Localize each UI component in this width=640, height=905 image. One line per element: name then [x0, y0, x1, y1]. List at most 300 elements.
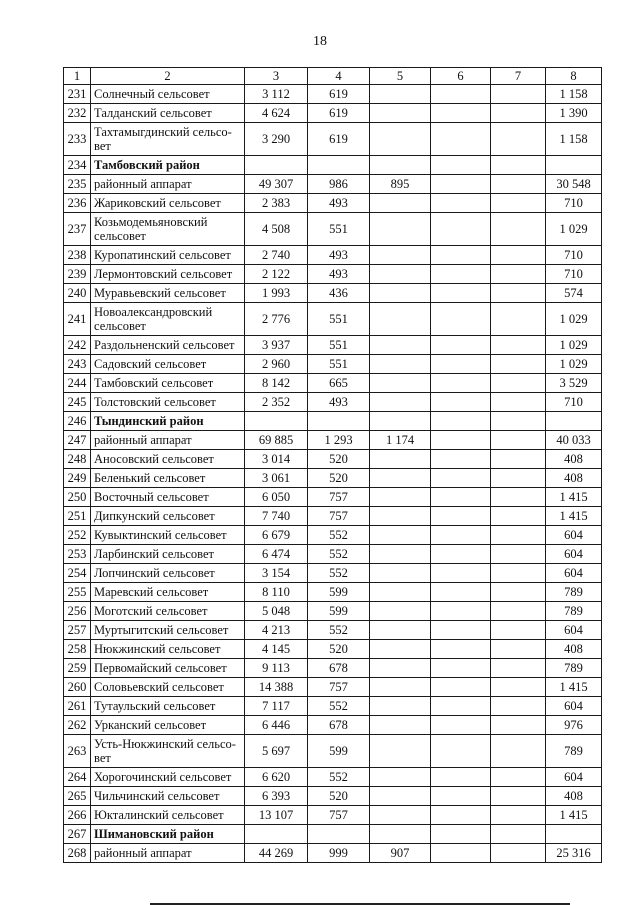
table-row — [64, 175, 602, 194]
column-8-cell — [546, 825, 602, 844]
column-7-cell — [491, 844, 546, 863]
column-6-cell — [431, 469, 491, 488]
table-row — [64, 431, 602, 450]
column-7-cell — [491, 194, 546, 213]
row-number-cell: 242 — [64, 336, 91, 355]
column-4-cell: 520 — [308, 469, 370, 488]
column-7-cell — [491, 545, 546, 564]
column-5-cell — [370, 393, 431, 412]
name-cell: Козьмодемьяновский сельсовет — [91, 213, 245, 246]
table-row — [64, 602, 602, 621]
row-number-cell: 237 — [64, 213, 91, 246]
column-7-cell — [491, 355, 546, 374]
name-cell: Чильчинский сельсовет — [91, 787, 245, 806]
column-3-cell: 3 937 — [245, 336, 308, 355]
column-7-cell — [491, 450, 546, 469]
column-6-cell — [431, 507, 491, 526]
column-3-cell: 4 624 — [245, 104, 308, 123]
column-6-cell — [431, 412, 491, 431]
column-6-cell — [431, 303, 491, 336]
column-header: 7 — [491, 68, 546, 85]
table-row — [64, 123, 602, 156]
column-6-cell — [431, 194, 491, 213]
table-row — [64, 844, 602, 863]
column-4-cell: 986 — [308, 175, 370, 194]
name-cell: Беленький сельсовет — [91, 469, 245, 488]
column-8-cell: 1 029 — [546, 336, 602, 355]
column-4-cell: 599 — [308, 602, 370, 621]
column-5-cell — [370, 640, 431, 659]
row-number-cell: 255 — [64, 583, 91, 602]
column-4-cell: 493 — [308, 265, 370, 284]
name-cell: Жариковский сельсовет — [91, 194, 245, 213]
column-5-cell — [370, 825, 431, 844]
column-3-cell: 2 960 — [245, 355, 308, 374]
name-cell: Лопчинский сельсовет — [91, 564, 245, 583]
column-8-cell: 604 — [546, 526, 602, 545]
row-number-cell: 239 — [64, 265, 91, 284]
column-7-cell — [491, 488, 546, 507]
column-8-cell: 408 — [546, 469, 602, 488]
column-8-cell: 1 029 — [546, 355, 602, 374]
table-row — [64, 735, 602, 768]
column-5-cell — [370, 768, 431, 787]
table-row — [64, 374, 602, 393]
column-7-cell — [491, 246, 546, 265]
table-header-row — [64, 68, 602, 85]
column-3-cell: 4 213 — [245, 621, 308, 640]
column-3-cell: 8 142 — [245, 374, 308, 393]
column-6-cell — [431, 265, 491, 284]
column-5-cell — [370, 265, 431, 284]
column-header: 4 — [308, 68, 370, 85]
name-cell: Тамбовский район — [91, 156, 245, 175]
column-5-cell — [370, 412, 431, 431]
table-row — [64, 507, 602, 526]
column-6-cell — [431, 85, 491, 104]
column-6-cell — [431, 787, 491, 806]
column-3-cell: 7 740 — [245, 507, 308, 526]
column-5-cell — [370, 355, 431, 374]
column-7-cell — [491, 787, 546, 806]
name-cell: Ларбинский сельсовет — [91, 545, 245, 564]
table-row — [64, 488, 602, 507]
row-number-cell: 254 — [64, 564, 91, 583]
table-row — [64, 768, 602, 787]
column-4-cell: 757 — [308, 507, 370, 526]
column-3-cell: 6 679 — [245, 526, 308, 545]
column-3-cell: 3 290 — [245, 123, 308, 156]
table-row — [64, 678, 602, 697]
column-8-cell: 3 529 — [546, 374, 602, 393]
column-4-cell: 999 — [308, 844, 370, 863]
column-4-cell: 619 — [308, 123, 370, 156]
page-number: 18 — [313, 34, 327, 49]
column-6-cell — [431, 564, 491, 583]
column-5-cell — [370, 488, 431, 507]
column-7-cell — [491, 659, 546, 678]
name-cell: Тахтамыгдинский сельсо-вет — [91, 123, 245, 156]
table-row — [64, 526, 602, 545]
column-8-cell: 1 029 — [546, 213, 602, 246]
column-7-cell — [491, 336, 546, 355]
row-number-cell: 258 — [64, 640, 91, 659]
column-5-cell — [370, 716, 431, 735]
column-5-cell — [370, 123, 431, 156]
name-cell: Муравьевский сельсовет — [91, 284, 245, 303]
column-5-cell — [370, 545, 431, 564]
column-5-cell — [370, 787, 431, 806]
allocation-table — [63, 67, 602, 863]
column-4-cell: 619 — [308, 104, 370, 123]
column-7-cell — [491, 697, 546, 716]
column-4-cell: 520 — [308, 640, 370, 659]
column-5-cell — [370, 246, 431, 265]
row-number-cell: 251 — [64, 507, 91, 526]
row-number-cell: 236 — [64, 194, 91, 213]
column-6-cell — [431, 768, 491, 787]
name-cell: Куропатинский сельсовет — [91, 246, 245, 265]
row-number-cell: 241 — [64, 303, 91, 336]
table-row — [64, 564, 602, 583]
name-cell: Усть-Нюкжинский сельсо-вет — [91, 735, 245, 768]
table-row — [64, 393, 602, 412]
name-cell: Первомайский сельсовет — [91, 659, 245, 678]
column-3-cell: 6 446 — [245, 716, 308, 735]
column-6-cell — [431, 104, 491, 123]
column-4-cell: 493 — [308, 194, 370, 213]
column-3-cell: 9 113 — [245, 659, 308, 678]
column-3-cell: 2 740 — [245, 246, 308, 265]
column-7-cell — [491, 526, 546, 545]
column-8-cell — [546, 412, 602, 431]
column-8-cell: 1 029 — [546, 303, 602, 336]
column-8-cell: 604 — [546, 621, 602, 640]
table-row — [64, 787, 602, 806]
column-5-cell — [370, 697, 431, 716]
row-number-cell: 246 — [64, 412, 91, 431]
column-8-cell: 408 — [546, 640, 602, 659]
column-8-cell: 1 415 — [546, 507, 602, 526]
column-7-cell — [491, 640, 546, 659]
column-4-cell: 551 — [308, 213, 370, 246]
column-3-cell: 49 307 — [245, 175, 308, 194]
row-number-cell: 265 — [64, 787, 91, 806]
row-number-cell: 244 — [64, 374, 91, 393]
table-row — [64, 697, 602, 716]
column-7-cell — [491, 213, 546, 246]
column-3-cell: 2 352 — [245, 393, 308, 412]
name-cell: Кувыктинский сельсовет — [91, 526, 245, 545]
row-number-cell: 266 — [64, 806, 91, 825]
column-4-cell: 551 — [308, 336, 370, 355]
column-6-cell — [431, 284, 491, 303]
column-6-cell — [431, 806, 491, 825]
column-6-cell — [431, 393, 491, 412]
row-number-cell: 250 — [64, 488, 91, 507]
column-3-cell: 4 508 — [245, 213, 308, 246]
column-3-cell: 3 154 — [245, 564, 308, 583]
column-5-cell — [370, 303, 431, 336]
column-header: 1 — [64, 68, 91, 85]
name-cell: районный аппарат — [91, 175, 245, 194]
column-8-cell: 710 — [546, 246, 602, 265]
name-cell: Моготский сельсовет — [91, 602, 245, 621]
column-6-cell — [431, 374, 491, 393]
column-3-cell — [245, 412, 308, 431]
column-3-cell: 1 993 — [245, 284, 308, 303]
column-6-cell — [431, 640, 491, 659]
table-row — [64, 621, 602, 640]
row-number-cell: 262 — [64, 716, 91, 735]
column-7-cell — [491, 104, 546, 123]
column-4-cell: 436 — [308, 284, 370, 303]
column-3-cell: 6 620 — [245, 768, 308, 787]
name-cell: Тамбовский сельсовет — [91, 374, 245, 393]
name-cell: Садовский сельсовет — [91, 355, 245, 374]
column-3-cell: 7 117 — [245, 697, 308, 716]
column-6-cell — [431, 526, 491, 545]
district-header-row — [64, 156, 602, 175]
column-6-cell — [431, 697, 491, 716]
column-6-cell — [431, 602, 491, 621]
column-3-cell: 5 697 — [245, 735, 308, 768]
table-row — [64, 355, 602, 374]
column-3-cell: 6 393 — [245, 787, 308, 806]
row-number-cell: 257 — [64, 621, 91, 640]
column-5-cell — [370, 284, 431, 303]
column-header: 3 — [245, 68, 308, 85]
column-5-cell — [370, 659, 431, 678]
column-4-cell — [308, 156, 370, 175]
table-row — [64, 104, 602, 123]
column-5-cell — [370, 583, 431, 602]
row-number-cell: 249 — [64, 469, 91, 488]
column-7-cell — [491, 284, 546, 303]
column-7-cell — [491, 303, 546, 336]
column-4-cell: 599 — [308, 583, 370, 602]
name-cell: Юкталинский сельсовет — [91, 806, 245, 825]
column-3-cell — [245, 156, 308, 175]
name-cell: Тындинский район — [91, 412, 245, 431]
name-cell: Толстовский сельсовет — [91, 393, 245, 412]
table-row — [64, 336, 602, 355]
column-3-cell: 6 474 — [245, 545, 308, 564]
column-8-cell: 408 — [546, 450, 602, 469]
column-4-cell: 552 — [308, 545, 370, 564]
column-8-cell: 40 033 — [546, 431, 602, 450]
column-7-cell — [491, 123, 546, 156]
column-5-cell — [370, 156, 431, 175]
column-8-cell: 574 — [546, 284, 602, 303]
column-7-cell — [491, 716, 546, 735]
column-3-cell — [245, 825, 308, 844]
column-6-cell — [431, 716, 491, 735]
column-5-cell — [370, 85, 431, 104]
table-row — [64, 640, 602, 659]
row-number-cell: 248 — [64, 450, 91, 469]
column-3-cell: 69 885 — [245, 431, 308, 450]
column-5-cell — [370, 104, 431, 123]
column-6-cell — [431, 450, 491, 469]
name-cell: Восточный сельсовет — [91, 488, 245, 507]
column-5-cell — [370, 621, 431, 640]
column-4-cell: 551 — [308, 355, 370, 374]
column-8-cell: 604 — [546, 564, 602, 583]
column-7-cell — [491, 156, 546, 175]
column-6-cell — [431, 621, 491, 640]
column-8-cell: 408 — [546, 787, 602, 806]
column-6-cell — [431, 175, 491, 194]
column-5-cell: 1 174 — [370, 431, 431, 450]
column-8-cell: 604 — [546, 697, 602, 716]
table-row — [64, 284, 602, 303]
column-6-cell — [431, 246, 491, 265]
column-8-cell: 976 — [546, 716, 602, 735]
name-cell: Хорогочинский сельсовет — [91, 768, 245, 787]
column-3-cell: 2 122 — [245, 265, 308, 284]
table-row — [64, 85, 602, 104]
table-row — [64, 213, 602, 246]
column-8-cell: 1 390 — [546, 104, 602, 123]
row-number-cell: 240 — [64, 284, 91, 303]
column-8-cell: 789 — [546, 735, 602, 768]
column-6-cell — [431, 735, 491, 768]
name-cell: Лермонтовский сельсовет — [91, 265, 245, 284]
column-7-cell — [491, 583, 546, 602]
column-4-cell: 493 — [308, 393, 370, 412]
column-6-cell — [431, 844, 491, 863]
column-4-cell: 552 — [308, 526, 370, 545]
column-7-cell — [491, 507, 546, 526]
column-7-cell — [491, 735, 546, 768]
column-6-cell — [431, 545, 491, 564]
row-number-cell: 238 — [64, 246, 91, 265]
column-6-cell — [431, 431, 491, 450]
row-number-cell: 245 — [64, 393, 91, 412]
column-7-cell — [491, 806, 546, 825]
column-4-cell: 678 — [308, 716, 370, 735]
column-3-cell: 13 107 — [245, 806, 308, 825]
column-7-cell — [491, 602, 546, 621]
column-7-cell — [491, 393, 546, 412]
column-5-cell — [370, 735, 431, 768]
table-row — [64, 469, 602, 488]
column-3-cell: 4 145 — [245, 640, 308, 659]
column-7-cell — [491, 768, 546, 787]
row-number-cell: 231 — [64, 85, 91, 104]
name-cell: Шимановский район — [91, 825, 245, 844]
column-6-cell — [431, 156, 491, 175]
column-5-cell — [370, 194, 431, 213]
column-8-cell: 1 415 — [546, 806, 602, 825]
column-4-cell: 551 — [308, 303, 370, 336]
column-3-cell: 2 383 — [245, 194, 308, 213]
column-8-cell: 1 415 — [546, 678, 602, 697]
column-8-cell: 1 415 — [546, 488, 602, 507]
column-5-cell — [370, 374, 431, 393]
name-cell: Тутаульский сельсовет — [91, 697, 245, 716]
table-row — [64, 659, 602, 678]
column-7-cell — [491, 265, 546, 284]
column-4-cell: 552 — [308, 621, 370, 640]
column-header: 5 — [370, 68, 431, 85]
column-6-cell — [431, 123, 491, 156]
row-number-cell: 267 — [64, 825, 91, 844]
name-cell: Муртыгитский сельсовет — [91, 621, 245, 640]
column-4-cell: 520 — [308, 450, 370, 469]
column-5-cell — [370, 564, 431, 583]
column-7-cell — [491, 85, 546, 104]
column-7-cell — [491, 564, 546, 583]
table-row — [64, 583, 602, 602]
column-6-cell — [431, 213, 491, 246]
table-body — [64, 85, 602, 863]
column-6-cell — [431, 583, 491, 602]
column-3-cell: 5 048 — [245, 602, 308, 621]
column-4-cell: 757 — [308, 806, 370, 825]
name-cell: Урканский сельсовет — [91, 716, 245, 735]
name-cell: Аносовский сельсовет — [91, 450, 245, 469]
column-4-cell: 665 — [308, 374, 370, 393]
column-4-cell: 520 — [308, 787, 370, 806]
column-7-cell — [491, 374, 546, 393]
column-6-cell — [431, 336, 491, 355]
column-7-cell — [491, 469, 546, 488]
name-cell: районный аппарат — [91, 431, 245, 450]
table-row — [64, 265, 602, 284]
column-5-cell: 907 — [370, 844, 431, 863]
column-8-cell: 789 — [546, 659, 602, 678]
name-cell: Соловьевский сельсовет — [91, 678, 245, 697]
column-3-cell: 3 061 — [245, 469, 308, 488]
column-7-cell — [491, 175, 546, 194]
name-cell: Новоалександровский сельсовет — [91, 303, 245, 336]
column-8-cell: 1 158 — [546, 123, 602, 156]
column-4-cell: 552 — [308, 697, 370, 716]
column-5-cell — [370, 213, 431, 246]
row-number-cell: 233 — [64, 123, 91, 156]
column-8-cell: 1 158 — [546, 85, 602, 104]
column-8-cell: 789 — [546, 602, 602, 621]
row-number-cell: 256 — [64, 602, 91, 621]
name-cell: районный аппарат — [91, 844, 245, 863]
column-5-cell — [370, 678, 431, 697]
column-header: 8 — [546, 68, 602, 85]
column-7-cell — [491, 431, 546, 450]
row-number-cell: 253 — [64, 545, 91, 564]
column-5-cell — [370, 602, 431, 621]
name-cell: Дипкунский сельсовет — [91, 507, 245, 526]
table-row — [64, 716, 602, 735]
column-3-cell: 44 269 — [245, 844, 308, 863]
column-4-cell: 493 — [308, 246, 370, 265]
column-8-cell: 604 — [546, 545, 602, 564]
column-5-cell: 895 — [370, 175, 431, 194]
column-4-cell: 619 — [308, 85, 370, 104]
column-5-cell — [370, 469, 431, 488]
column-3-cell: 2 776 — [245, 303, 308, 336]
column-5-cell — [370, 507, 431, 526]
column-3-cell: 6 050 — [245, 488, 308, 507]
row-number-cell: 235 — [64, 175, 91, 194]
table-row — [64, 806, 602, 825]
column-4-cell: 1 293 — [308, 431, 370, 450]
column-7-cell — [491, 412, 546, 431]
name-cell: Раздольненский сельсовет — [91, 336, 245, 355]
row-number-cell: 264 — [64, 768, 91, 787]
column-8-cell: 30 548 — [546, 175, 602, 194]
